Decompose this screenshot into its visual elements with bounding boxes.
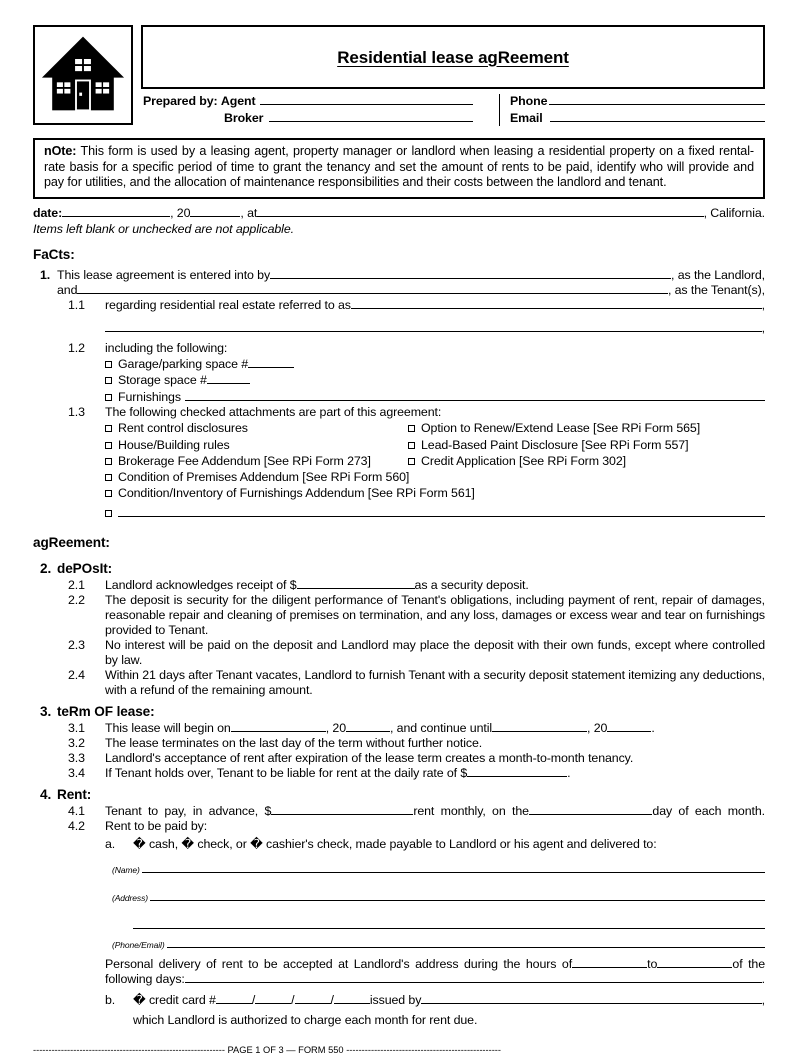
agreement-heading: agReement: — [33, 534, 110, 550]
rent-item-4-1 — [68, 804, 765, 819]
begin-date-blank[interactable] — [231, 721, 326, 732]
rent-item-4-2 — [68, 819, 765, 1028]
state-suffix: , California. — [703, 205, 765, 220]
attachment-checkbox-icon[interactable] — [408, 458, 415, 465]
and-label: and — [57, 282, 78, 297]
item-number: 3.1 — [68, 720, 85, 735]
phone-label: Phone — [510, 94, 548, 108]
lease-begin-text: This lease will begin on — [105, 720, 231, 735]
footer-dashes-right: -------------------------------------------------- — [346, 1044, 501, 1055]
fact-item-1-3 — [68, 405, 765, 516]
tenant-suffix: , as the Tenant(s), — [667, 282, 765, 297]
city-blank[interactable] — [257, 206, 703, 217]
charge-authorization-text: which Landlord is authorized to charge each month for rent due. — [133, 1012, 478, 1027]
year-prefix: , 20 — [170, 205, 191, 220]
comma: , — [761, 993, 765, 1008]
email-label: Email — [510, 111, 543, 125]
house-icon — [41, 32, 125, 118]
term-item-3-2 — [68, 736, 765, 751]
email-blank[interactable] — [550, 111, 765, 122]
payee-address-row — [105, 890, 765, 906]
prepared-by-section — [141, 89, 765, 127]
term-item-3-1 — [68, 721, 765, 736]
fact-item-1-2 — [68, 341, 765, 406]
cash-check-text: � cash, � check, or � cashier's check, made payable to Landlord or his agent and delivered to: — [133, 836, 657, 851]
deposit-statement-text: Within 21 days after Tenant vacates, Landlord to furnish Tenant with a security deposit statement itemizing any deductions, with a refund of the remaining amount. — [105, 667, 765, 697]
term-section — [33, 721, 765, 781]
rent-section-heading — [33, 786, 765, 803]
rent-option-b — [105, 992, 765, 1009]
payee-phone-email-blank[interactable] — [167, 937, 765, 948]
garage-checkbox-icon[interactable] — [105, 361, 112, 368]
deposit-interest-text: No interest will be paid on the deposit and Landlord may place the deposit with their own funds, except where controlled by law. — [105, 637, 765, 667]
page-number-label: PAGE 1 OF 3 — FORM 550 — [224, 1044, 347, 1055]
furnishings-checkbox-icon[interactable] — [105, 394, 112, 401]
attachment-checkbox-icon[interactable] — [105, 490, 112, 497]
other-attachment-blank[interactable] — [118, 506, 765, 517]
attachment-checkbox-icon[interactable] — [105, 510, 112, 517]
item-number: 1.1 — [68, 297, 85, 312]
item-number: 4.2 — [68, 818, 85, 833]
note-label: nOte: — [44, 144, 77, 158]
credit-card-text: � credit card # — [133, 993, 216, 1008]
payee-address-blank[interactable] — [150, 890, 765, 901]
attachment-label: Option to Renew/Extend Lease [See RPi Form 565] — [421, 421, 701, 436]
personal-delivery-text: Personal delivery of rent to be accepted at Landlord's address during the hours of — [105, 957, 573, 972]
property-ref-text: regarding residential real estate referred to as — [105, 297, 351, 312]
garage-label: Garage/parking space # — [118, 356, 249, 371]
garage-number-blank[interactable] — [248, 357, 294, 368]
storage-checkbox-icon[interactable] — [105, 377, 112, 384]
deposit-receipt-suffix: as a security deposit. — [414, 577, 529, 592]
publisher-logo — [33, 25, 133, 125]
fact-item-1 — [33, 268, 765, 517]
attachment-checkbox-icon[interactable] — [105, 425, 112, 432]
attachments-text: The following checked attachments are part of this agreement: — [105, 405, 442, 420]
hours-to-blank[interactable] — [657, 957, 732, 968]
date-label: date: — [33, 205, 63, 220]
end-date-blank[interactable] — [492, 721, 587, 732]
continue-until-text: , and continue until — [390, 720, 493, 735]
attachment-checkbox-icon[interactable] — [408, 425, 415, 432]
slash: / — [330, 993, 334, 1008]
fact-item-1-1 — [68, 298, 765, 341]
personal-delivery-line-1 — [105, 957, 765, 972]
terminates-text: The lease terminates on the last day of the term without further notice. — [105, 735, 483, 750]
date-blank[interactable] — [62, 206, 170, 217]
attachment-checkbox-icon[interactable] — [105, 474, 112, 481]
broker-name-blank[interactable] — [269, 111, 473, 122]
note-box — [33, 138, 765, 199]
following-days-label: following days: — [105, 972, 185, 987]
entered-by-text: This lease agreement is entered into by — [57, 267, 271, 282]
deposit-amount-blank[interactable] — [297, 578, 415, 589]
item-number: 2.3 — [68, 637, 85, 652]
card-number-blank-3[interactable] — [295, 993, 331, 1004]
section-number: 2. — [40, 560, 52, 576]
prepared-by-label: Prepared by: — [143, 94, 218, 108]
page-footer — [33, 1043, 765, 1058]
deposit-item-2-2 — [68, 593, 765, 638]
deposit-heading: dePOsIt: — [57, 560, 113, 576]
option-letter: a. — [105, 836, 116, 851]
including-text: including the following: — [105, 340, 228, 355]
agent-name-blank[interactable] — [260, 94, 473, 105]
at-label: , at — [240, 205, 258, 220]
attachment-label: Lead-Based Paint Disclosure [See RPi Form 557] — [421, 437, 689, 452]
deposit-receipt-text: Landlord acknowledges receipt of $ — [105, 577, 297, 592]
term-heading: teRm OF lease: — [57, 703, 155, 719]
attachment-label: House/Building rules — [118, 437, 230, 452]
begin-year-blank[interactable] — [346, 721, 390, 732]
deposit-item-2-3 — [68, 638, 765, 668]
note-text: This form is used by a leasing agent, property manager or landlord when leasing a residential property on a fixed rental-rate basis for a specific period of time to grant the tenancy and set the amount of rents to be paid, identify who will provide and pay for utilities, and the allocation of maintenance responsibilities and their costs between the landlord and tenant. — [44, 144, 755, 190]
card-number-blank-1[interactable] — [216, 993, 252, 1004]
attachment-checkbox-icon[interactable] — [105, 458, 112, 465]
period: . — [651, 720, 655, 735]
attachment-label: Brokerage Fee Addendum [See RPi Form 273] — [118, 453, 371, 468]
property-description-blank-2[interactable] — [105, 321, 762, 332]
issued-by-label: issued by — [369, 993, 422, 1008]
rent-monthly-text: rent monthly, on the — [413, 803, 529, 818]
rent-day-blank[interactable] — [529, 804, 653, 815]
card-issuer-blank[interactable] — [421, 993, 761, 1004]
attachment-label: Condition of Premises Addendum [See RPi Form 560] — [118, 470, 410, 485]
term-item-3-4 — [68, 766, 765, 781]
item-number: 1.3 — [68, 405, 85, 420]
blank-items-note: Items left blank or unchecked are not applicable. — [33, 221, 294, 236]
payee-name-row — [105, 862, 765, 878]
footer-dashes-left: -------------------------------------------------------------- — [33, 1044, 225, 1055]
card-number-blank-2[interactable] — [255, 993, 291, 1004]
deposit-security-text: The deposit is security for the diligent performance of Tenant's obligations, including payment of rent, repair of damages, reasonable repair and cleaning of premises on termination, and any loss, damages or excess wear and tear on furnishings provided to Tenant. — [105, 592, 765, 637]
paid-by-text: Rent to be paid by: — [105, 818, 208, 833]
broker-label: Broker — [224, 111, 264, 125]
attachment-label: Credit Application [See RPi Form 302] — [421, 453, 626, 468]
phone-blank[interactable] — [549, 94, 765, 105]
item-number: 2.1 — [68, 577, 85, 592]
slash: / — [291, 993, 295, 1008]
daily-rate-blank[interactable] — [467, 766, 567, 777]
phone-email-label: (Phone/Email) — [112, 940, 165, 951]
delivery-days-blank[interactable] — [185, 972, 762, 983]
rent-heading: Rent: — [57, 786, 92, 802]
year-blank[interactable] — [190, 206, 240, 217]
tenant-name-blank[interactable] — [77, 283, 668, 294]
attachment-label: Condition/Inventory of Furnishings Addendum [See RPi Form 561] — [118, 486, 475, 501]
agent-label: Agent — [220, 94, 256, 108]
date-line — [33, 206, 765, 221]
form-header — [33, 25, 765, 127]
furnishings-blank[interactable] — [185, 390, 765, 401]
deposit-item-2-4 — [68, 668, 765, 698]
storage-number-blank[interactable] — [207, 373, 250, 384]
item-number: 1. — [40, 267, 51, 282]
title-box — [141, 25, 765, 89]
deposit-item-2-1 — [68, 578, 765, 593]
item-number: 1.2 — [68, 340, 85, 355]
comma: , — [761, 320, 765, 335]
section-number: 3. — [40, 703, 52, 719]
comma: , — [761, 297, 765, 312]
attachment-checkbox-icon[interactable] — [408, 442, 415, 449]
term-item-3-3 — [68, 751, 765, 766]
section-number: 4. — [40, 786, 52, 802]
rent-amount-blank[interactable] — [271, 804, 413, 815]
landlord-name-blank[interactable] — [270, 268, 671, 279]
item-number: 3.4 — [68, 765, 85, 780]
item-number: 2.2 — [68, 592, 85, 607]
form-title: Residential lease agReement — [337, 47, 569, 67]
end-year-blank[interactable] — [607, 721, 651, 732]
rent-option-a — [105, 836, 765, 853]
item-number: 4.1 — [68, 803, 85, 818]
holdover-text: If Tenant holds over, Tenant to be liable for rent at the daily rate of $ — [105, 765, 468, 780]
year-prefix: , 20 — [587, 720, 608, 735]
deposit-section-heading — [33, 560, 765, 577]
item-number: 3.2 — [68, 735, 85, 750]
name-label: (Name) — [112, 865, 140, 876]
rent-pay-text: Tenant to pay, in advance, $ — [105, 803, 272, 818]
property-description-blank[interactable] — [351, 298, 762, 309]
period: . — [761, 972, 765, 987]
payee-address-blank-2[interactable] — [133, 918, 765, 929]
payee-phone-email-row — [105, 937, 765, 953]
year-prefix: , 20 — [325, 720, 346, 735]
term-section-heading — [33, 703, 765, 720]
item-number: 2.4 — [68, 667, 85, 682]
hours-from-blank[interactable] — [572, 957, 647, 968]
period: . — [567, 765, 571, 780]
furnishings-label: Furnishings — [118, 389, 181, 404]
rent-section — [33, 804, 765, 1028]
to-label: to — [647, 957, 658, 972]
payee-address-row-2 — [105, 918, 765, 929]
payee-name-blank[interactable] — [142, 862, 765, 873]
address-label: (Address) — [112, 893, 148, 904]
personal-delivery-line-2 — [105, 972, 765, 987]
card-number-blank-4[interactable] — [334, 993, 370, 1004]
attachment-checkbox-icon[interactable] — [105, 442, 112, 449]
of-the-label: of the — [732, 957, 766, 972]
option-letter: b. — [105, 993, 116, 1008]
month-to-month-text: Landlord's acceptance of rent after expiration of the lease term creates a month-to-month tenancy. — [105, 750, 634, 765]
facts-heading: FaCts: — [33, 246, 75, 262]
storage-label: Storage space # — [118, 373, 207, 388]
attachment-label: Rent control disclosures — [118, 421, 248, 436]
rent-day-suffix: day of each month. — [652, 803, 765, 818]
slash: / — [251, 993, 256, 1008]
landlord-suffix: , as the Landlord, — [671, 267, 765, 282]
item-number: 3.3 — [68, 750, 85, 765]
deposit-section — [33, 578, 765, 698]
